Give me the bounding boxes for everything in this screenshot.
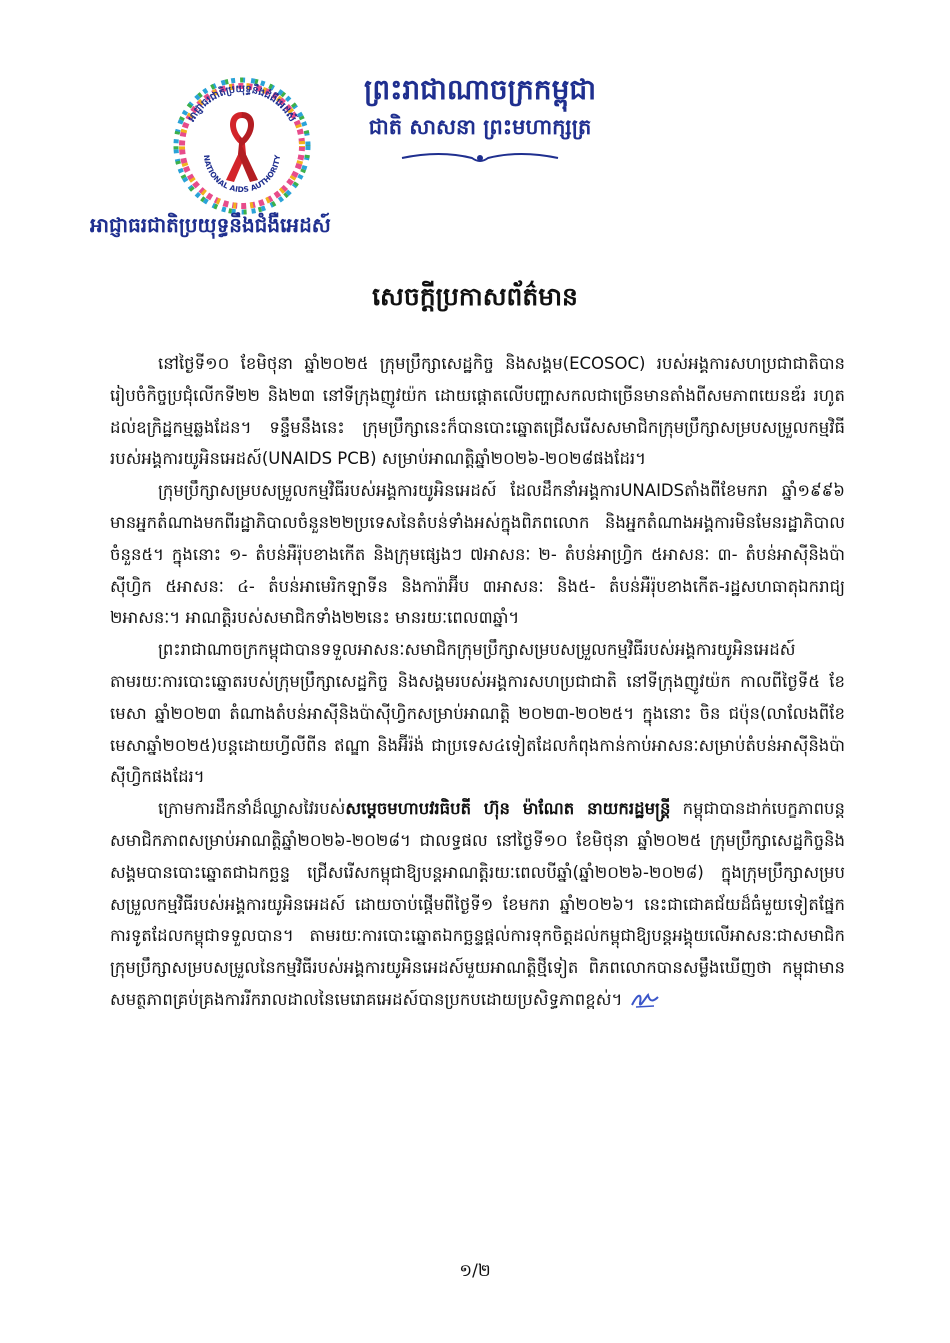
kingdom-heading [330, 70, 630, 166]
page-number: ១/២ [459, 1261, 491, 1281]
red-ribbon-icon [226, 112, 258, 182]
paragraph-4-prefix: ក្រោមការដឹកនាំដ៏ឈ្លាសវៃរបស់ [158, 799, 346, 819]
ornament-divider-icon [400, 150, 560, 166]
national-aids-authority-logo [168, 72, 316, 220]
paragraph-1: នៅថ្ងៃទី១០ ខែមិថុនា ឆ្នាំ២០២៥ ក្រុមប្រឹក្សាសេដ្ឋកិច្ច និងសង្គម(ECOSOC) របស់អង្គការសហប្រជាជាតិបានរៀបចំកិច្ចប្រជុំលើកទី២២ និង២៣ នៅទីក្រុងញូវយ៉ក ដោយផ្ដោតលើបញ្ហាសកលជាច្រើនមានតាំងពីសមភាពយេនឌ័រ រហូតដល់ឧក្រិដ្ឋកម្មឆ្លងដែន។ ទន្ទឹមនឹងនេះ ក្រុមប្រឹក្សានេះក៏បានបោះឆ្នោតជ្រើសរើសសមាជិកក្រុមប្រឹក្សាសម្របសម្រួលកម្មវិធីរបស់អង្គការយូអិនអេដស៍(UNAIDS PCB) សម្រាប់អាណត្តិឆ្នាំ២០២៦-២០២៨ផងដែរ។ [110, 354, 845, 469]
paragraph-4-text: កម្ពុជាបានដាក់បេក្ខភាពបន្តសមាជិកភាពសម្រាប់អាណត្តិឆ្នាំ២០២៦-២០២៨។ ជាលទ្ធផល នៅថ្ងៃទី១០ ខែមិថុនា ឆ្នាំ២០២៥ ក្រុមប្រឹក្សាសេដ្ឋកិច្ចនិងសង្គមបានបោះឆ្នោតជាឯកច្ឆន្ទ ជ្រើសរើសកម្ពុជាឱ្យបន្តអាណត្តិរយៈពេលបីឆ្នាំ(ឆ្នាំ២០២៦-២០២៨) ក្នុងក្រុមប្រឹក្សាសម្របសម្រួលកម្មវិធីរបស់អង្គការយូអិនអេដស៍ ដោយចាប់ផ្ដើមពីថ្ងៃទី១ ខែមករា ឆ្នាំ២០២៦។ នេះជាជោគជ័យដ៏ធំមួយទៀតផ្នែកការទូតដែលកម្ពុជាទទួលបាន។ តាមរយៈការបោះឆ្នោតឯកច្ឆន្ទផ្ដល់ការទុកចិត្តដល់កម្ពុជាឱ្យបន្តអង្គុយលើអាសនៈជាសមាជិកក្រុមប្រឹក្សាសម្របសម្រួលនៃកម្មវិធីរបស់អង្គការយូអិនអេដស៍មួយអាណត្តិថ្មីទៀត ពិភពលោកបានសម្លឹងឃើញថា កម្ពុជាមានសមត្ថភាពគ្រប់គ្រងការរីករាលដាលនៃមេរោគអេដស៍បានប្រកបដោយប្រសិទ្ធភាពខ្ពស់។ [110, 799, 845, 1009]
initials-signature-icon [630, 989, 660, 1011]
national-motto: ជាតិ សាសនា ព្រះមហាក្សត្រ [368, 114, 592, 139]
paragraph-2: ក្រុមប្រឹក្សាសម្របសម្រួលកម្មវិធីរបស់អង្គការយូអិនអេដស៍ ដែលដឹកនាំអង្គការUNAIDSតាំងពីខែមករា ឆ្នាំ១៩៩៦ មានអ្នកតំណាងមកពីរដ្ឋាភិបាលចំនួន២២ប្រទេសនៃតំបន់ទាំងអស់ក្នុងពិភពលោក និងអ្នកតំណាងអង្គការមិនមែនរដ្ឋាភិបាលចំនួន៥។ ក្នុងនោះ ១- តំបន់អឺរ៉ុបខាងកើត និងក្រុមផ្សេងៗ ៧អាសនៈ ២- តំបន់អាហ្វ្រិក ៥អាសនៈ ៣- តំបន់អាស៊ីនិងប៉ាស៊ីហ្វិក ៥អាសនៈ ៤- តំបន់អាមេរិកឡាទីន និងការ៉ាអ៊ីប ៣អាសនៈ និង៥- តំបន់អឺរ៉ុបខាងកើត-រដ្ឋសហធាតុឯករាជ្យ ២អាសនៈ។ អាណត្តិរបស់សមាជិកទាំង២២នេះ មានរយៈពេល៣ឆ្នាំ។ [110, 481, 845, 628]
logo-ring-text: NATIONAL AIDS AUTHORITY [201, 154, 283, 195]
kingdom-title: ព្រះរាជាណាចក្រកម្ពុជា [363, 73, 596, 106]
authority-name: អាជ្ញាធរជាតិប្រយុទ្ធនឹងជំងឺអេដស៍ [90, 213, 331, 237]
document-title: សេចក្ដីប្រកាសព័ត៌មាន [372, 282, 578, 311]
paragraph-4 [110, 793, 845, 1016]
paragraph-3: ព្រះរាជាណាចក្រកម្ពុជាបានទទួលអាសនៈសមាជិកក្រុមប្រឹក្សាសម្របសម្រួលកម្មវិធីរបស់អង្គការយូអិនអេដស៍ តាមរយៈការបោះឆ្នោតរបស់ក្រុមប្រឹក្សាសេដ្ឋកិច្ច និងសង្គមរបស់អង្គការសហប្រជាជាតិ នៅទីក្រុងញូវយ៉ក កាលពីថ្ងៃទី៥ ខែមេសា ឆ្នាំ២០២៣ តំណាងតំបន់អាស៊ីនិងប៉ាស៊ីហ្វិកសម្រាប់អាណត្តិ ២០២៣-២០២៥។ ក្នុងនោះ ចិន ជប៉ុន(លាលែងពីខែមេសាឆ្នាំ២០២៥)បន្តដោយហ្វីលីពីន ឥណ្ឌា និងអ៊ីរ៉ង់ ជាប្រទេស៤ទៀតដែលកំពុងកាន់កាប់អាសនៈសម្រាប់តំបន់អាស៊ីនិងប៉ាស៊ីហ្វិកផងដែរ។ [110, 640, 845, 787]
logo-ring-text-top: អាជ្ញាធរជាតិប្រយុទ្ធនឹងជំងឺអេដស៍ [186, 83, 298, 124]
prime-minister-name: សម្ដេចមហាបវរធិបតី ហ៊ុន ម៉ាណែត នាយករដ្ឋមន្ត្រី [345, 799, 671, 819]
document-body [110, 348, 845, 1228]
